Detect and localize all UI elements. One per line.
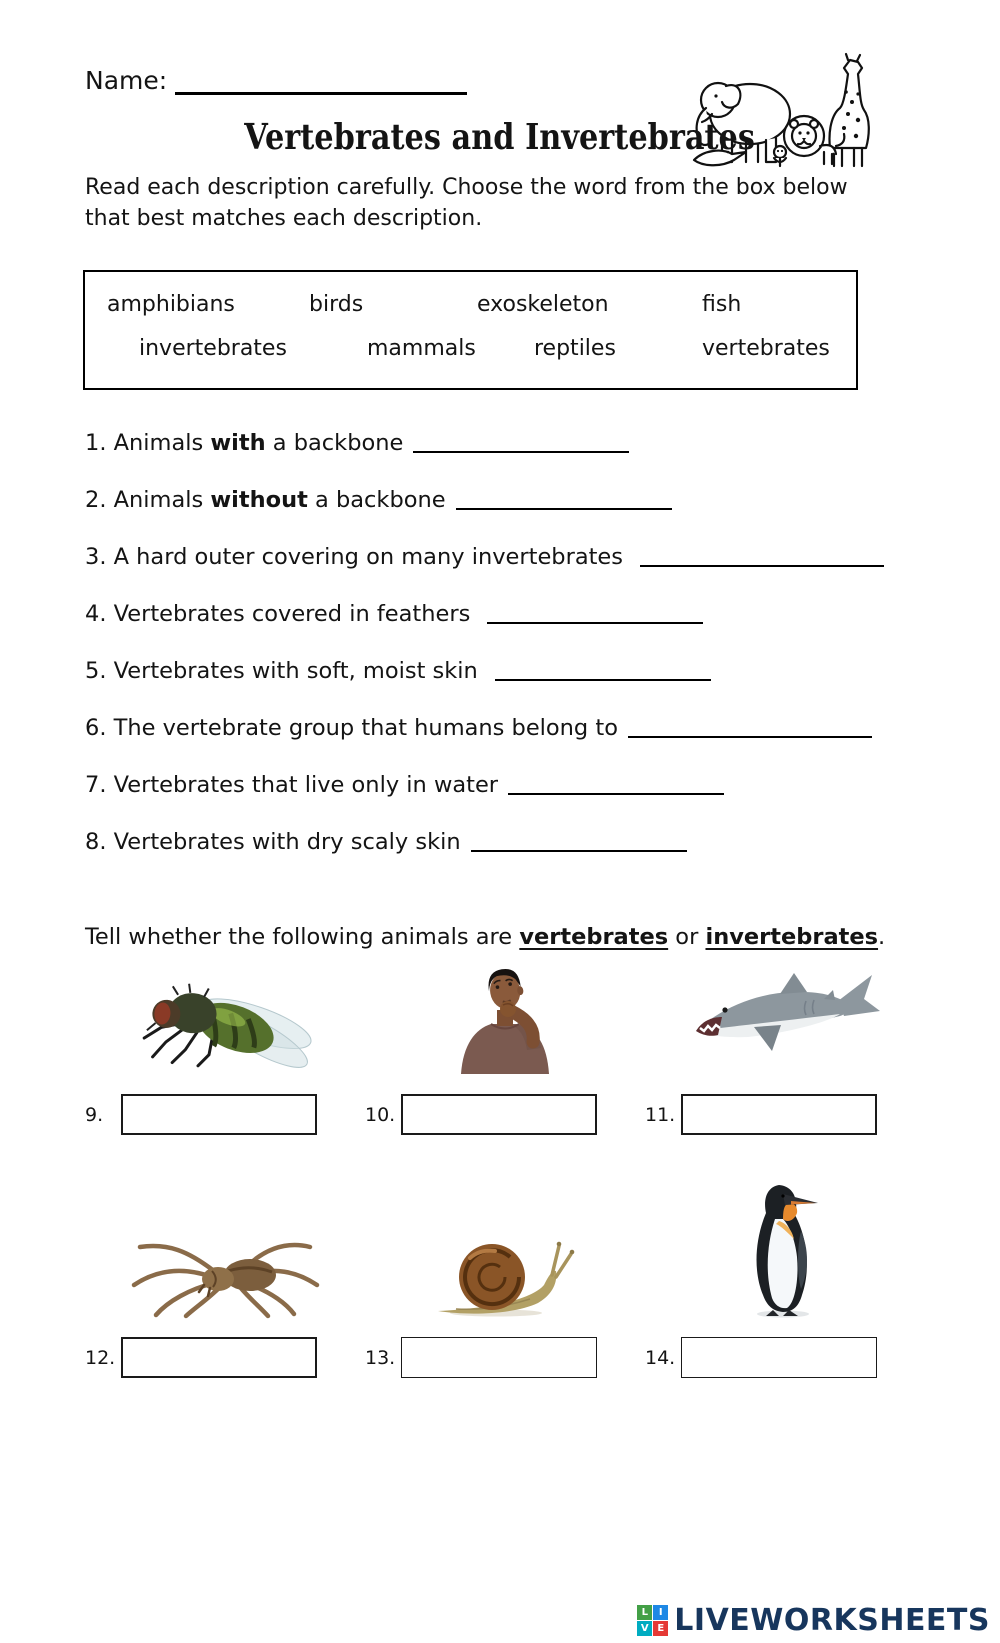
question-row-3 xyxy=(85,544,1000,575)
word-bank-word: birds xyxy=(309,292,364,318)
word-bank-word: fish xyxy=(702,292,742,318)
sorting-word-vertebrates: vertebrates xyxy=(519,924,669,951)
word-bank-box xyxy=(83,270,858,390)
logo-square-l: L xyxy=(637,1605,652,1620)
word-bank-row-2 xyxy=(85,328,856,372)
answer-box-12[interactable] xyxy=(121,1337,317,1378)
question-bold-word: with xyxy=(210,430,266,457)
question-number: 8. xyxy=(85,829,107,856)
answer-row-1 xyxy=(85,1094,1000,1135)
animal-images-row-1 xyxy=(85,960,1000,1078)
question-number: 4. xyxy=(85,601,107,628)
answer-box-9[interactable] xyxy=(121,1094,317,1135)
liveworksheets-logo-icon xyxy=(637,1605,668,1636)
word-bank-word: reptiles xyxy=(534,336,616,362)
sorting-prompt-text: Tell whether the following animals are xyxy=(85,924,520,951)
answer-box-11[interactable] xyxy=(681,1094,877,1135)
question-number: 3. xyxy=(85,544,107,571)
answer-cell-11 xyxy=(645,1094,925,1135)
answer-cell-13 xyxy=(365,1337,645,1378)
question-row-8 xyxy=(85,829,1000,860)
answer-box-10[interactable] xyxy=(401,1094,597,1135)
sorting-word-invertebrates: invertebrates xyxy=(705,924,879,951)
fly-image xyxy=(128,969,323,1078)
answer-cell-14 xyxy=(645,1337,925,1378)
question-text: Vertebrates that live only in water xyxy=(106,772,499,799)
answer-line-3[interactable] xyxy=(640,547,884,567)
answer-line-7[interactable] xyxy=(508,775,724,795)
question-text: Vertebrates with soft, moist skin xyxy=(106,658,485,685)
logo-square-v: V xyxy=(637,1621,652,1636)
answer-line-5[interactable] xyxy=(495,661,711,681)
question-number: 7. xyxy=(85,772,107,799)
question-row-2 xyxy=(85,487,1000,518)
logo-square-i: I xyxy=(653,1605,668,1620)
sorting-prompt xyxy=(85,924,915,950)
answer-box-13[interactable] xyxy=(401,1337,597,1378)
answer-box-14[interactable] xyxy=(681,1337,877,1378)
question-row-1 xyxy=(85,430,1000,461)
question-row-7 xyxy=(85,772,1000,803)
item-number: 14. xyxy=(645,1346,676,1369)
brand-text: LIVEWORKSHEETS xyxy=(674,1603,990,1638)
shark-image xyxy=(688,971,883,1060)
question-text: Vertebrates covered in feathers xyxy=(106,601,478,628)
answer-cell-12 xyxy=(85,1337,365,1378)
sorting-prompt-text: . xyxy=(878,924,886,951)
answer-line-4[interactable] xyxy=(487,604,703,624)
question-number: 1. xyxy=(85,430,107,457)
answer-line-1[interactable] xyxy=(413,433,629,453)
animal-images-row-2 xyxy=(85,1179,1000,1321)
thinking-man-image xyxy=(445,960,565,1078)
item-number: 10. xyxy=(365,1103,396,1126)
snail-image xyxy=(430,1231,580,1323)
sorting-prompt-text: or xyxy=(668,924,706,951)
word-bank-row-1 xyxy=(85,284,856,328)
word-bank-word: mammals xyxy=(367,336,476,362)
name-input-line[interactable] xyxy=(175,69,467,95)
item-number: 13. xyxy=(365,1346,396,1369)
question-text: Animals xyxy=(106,487,211,514)
item-number: 12. xyxy=(85,1346,116,1369)
answer-line-2[interactable] xyxy=(456,490,672,510)
page-title: Vertebrates and Invertebrates xyxy=(244,115,756,158)
name-label: Name: xyxy=(85,66,168,95)
question-row-5 xyxy=(85,658,1000,689)
answer-row-2 xyxy=(85,1337,1000,1378)
item-number: 11. xyxy=(645,1103,676,1126)
question-text: Vertebrates with dry scaly skin xyxy=(106,829,461,856)
question-number: 5. xyxy=(85,658,107,685)
word-bank-word: vertebrates xyxy=(702,336,830,362)
question-bold-word: without xyxy=(210,487,308,514)
question-number: 2. xyxy=(85,487,107,514)
answer-cell-9 xyxy=(85,1094,365,1135)
item-number: 9. xyxy=(85,1103,104,1126)
question-text: Animals xyxy=(106,430,211,457)
word-bank-word: exoskeleton xyxy=(477,292,609,318)
question-text: The vertebrate group that humans belong to xyxy=(106,715,618,742)
question-row-6 xyxy=(85,715,1000,746)
question-text: a backbone xyxy=(265,430,404,457)
questions-section xyxy=(85,430,1000,860)
question-number: 6. xyxy=(85,715,107,742)
answer-line-6[interactable] xyxy=(628,718,872,738)
answer-cell-10 xyxy=(365,1094,645,1135)
question-text: A hard outer covering on many invertebrates xyxy=(106,544,631,571)
penguin-image xyxy=(739,1179,831,1323)
spider-image xyxy=(128,1227,323,1323)
liveworksheets-footer xyxy=(637,1603,990,1638)
instructions-text: Read each description carefully. Choose the word from the box below that best matches each description. xyxy=(85,175,848,232)
question-row-4 xyxy=(85,601,1000,632)
answer-line-8[interactable] xyxy=(471,832,687,852)
question-text: a backbone xyxy=(307,487,446,514)
word-bank-word: invertebrates xyxy=(139,336,287,362)
word-bank-word: amphibians xyxy=(107,292,235,318)
logo-square-e: E xyxy=(653,1621,668,1636)
